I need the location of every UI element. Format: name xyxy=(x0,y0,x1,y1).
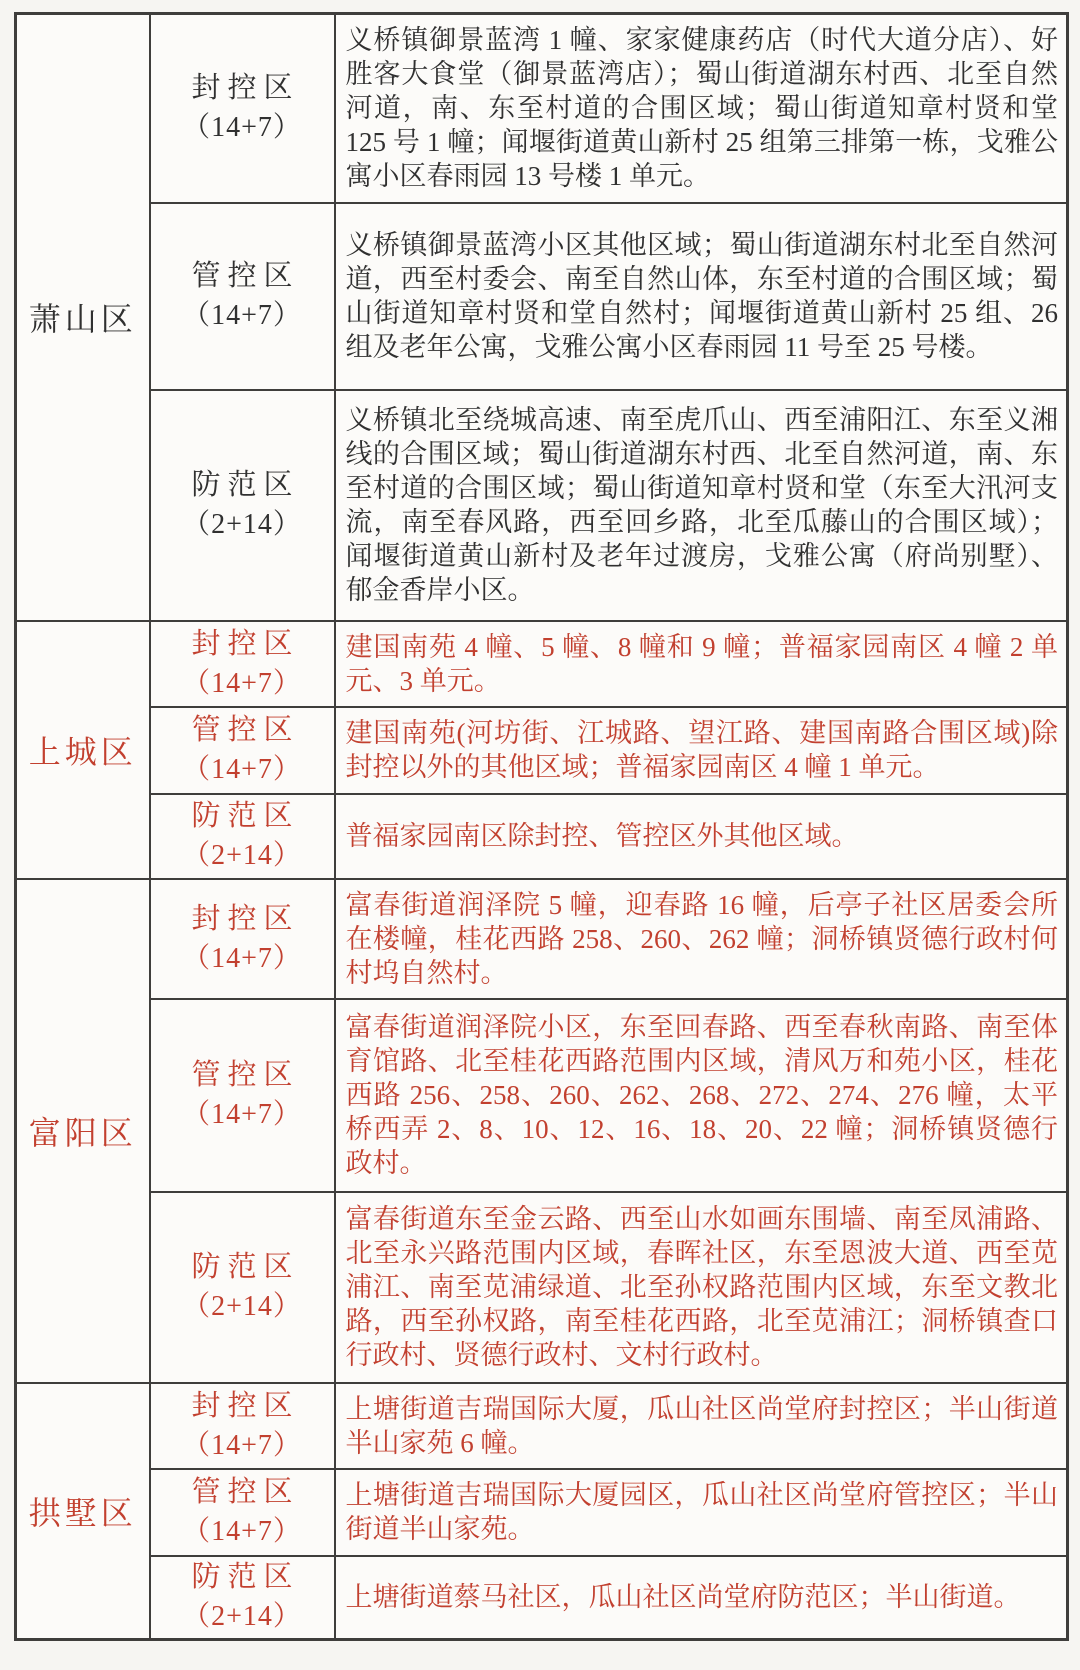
zone-type-label: 封控区 xyxy=(191,627,300,660)
table-row xyxy=(16,1469,1068,1556)
table-row xyxy=(16,794,1068,879)
zone-type-cell xyxy=(150,999,335,1192)
zone-period-label: （14+7） xyxy=(182,1429,302,1461)
zone-description-cell: 上塘街道吉瑞国际大厦，瓜山社区尚堂府封控区；半山街道半山家苑 6 幢。 xyxy=(335,1383,1068,1469)
zone-type-cell xyxy=(150,794,335,879)
table-row xyxy=(16,1383,1068,1469)
table-row xyxy=(16,390,1068,621)
zone-description-cell: 上塘街道蔡马社区，瓜山社区尚堂府防范区；半山街道。 xyxy=(335,1556,1068,1640)
zone-description-cell: 普福家园南区除封控、管控区外其他区域。 xyxy=(335,794,1068,879)
zone-type-label: 管控区 xyxy=(191,1059,300,1091)
zone-description-cell: 富春街道润泽院小区，东至回春路、西至春秋南路、南至体育馆路、北至桂花西路范围内区域，清风万和苑小区，桂花西路 256、258、260、262、268、272、274、276 幢，太平桥西弄 2、8、10、12、16、18、20、22 幢；洞桥镇贤德行政村。 xyxy=(335,999,1068,1192)
zone-period-label: （14+7） xyxy=(182,942,302,974)
zone-type-label: 封控区 xyxy=(191,1389,300,1422)
zone-type-cell xyxy=(150,707,335,794)
table-row xyxy=(16,879,1068,999)
control-zones-table xyxy=(14,12,1069,1641)
zone-description-cell: 富春街道润泽院 5 幢，迎春路 16 幢，后亭子社区居委会所在楼幢，桂花西路 258、260、262 幢；洞桥镇贤德行政村何村坞自然村。 xyxy=(335,879,1068,999)
zone-period-label: （14+7） xyxy=(182,667,302,699)
district-name-fuyang: 富阳区 xyxy=(16,879,150,1383)
zone-type-label: 防范区 xyxy=(191,1561,300,1594)
zone-type-label: 管控区 xyxy=(191,260,300,292)
zone-period-label: （14+7） xyxy=(182,112,302,144)
zone-type-label: 封控区 xyxy=(191,72,300,105)
zone-period-label: （2+14） xyxy=(182,840,302,871)
table-row xyxy=(16,621,1068,707)
zone-type-cell xyxy=(150,879,335,999)
zone-period-label: （2+14） xyxy=(182,1601,302,1633)
zone-type-label: 防范区 xyxy=(191,800,300,832)
table-row xyxy=(16,707,1068,794)
zone-description-cell: 富春街道东至金云路、西至山水如画东围墙、南至凤浦路、北至永兴路范围内区域，春晖社区，东至恩波大道、西至苋浦江、南至苋浦绿道、北至孙权路范围内区域，东至文教北路，西至孙权路，南至桂花西路，北至苋浦江；洞桥镇查口行政村、贤德行政村、文村行政村。 xyxy=(335,1192,1068,1383)
table-row xyxy=(16,1556,1068,1640)
table-row xyxy=(16,1192,1068,1383)
zone-description-cell: 建国南苑 4 幢、5 幢、8 幢和 9 幢；普福家园南区 4 幢 2 单元、3 单元。 xyxy=(335,621,1068,707)
district-name-xiaoshan: 萧山区 xyxy=(16,14,150,621)
zone-period-label: （14+7） xyxy=(182,1516,302,1547)
zone-type-cell xyxy=(150,1192,335,1383)
zone-type-cell xyxy=(150,1469,335,1556)
table-row xyxy=(16,203,1068,390)
zone-type-cell xyxy=(150,203,335,390)
zone-period-label: （14+7） xyxy=(182,754,302,785)
zone-type-label: 封控区 xyxy=(191,902,300,935)
district-name-gongshu: 拱墅区 xyxy=(16,1383,150,1640)
zone-type-cell xyxy=(150,390,335,621)
district-name-shangcheng: 上城区 xyxy=(16,621,150,879)
zone-description-cell: 上塘街道吉瑞国际大厦园区，瓜山社区尚堂府管控区；半山街道半山家苑。 xyxy=(335,1469,1068,1556)
zone-type-label: 防范区 xyxy=(191,469,300,501)
zone-type-cell xyxy=(150,621,335,707)
zone-type-label: 管控区 xyxy=(191,1476,300,1508)
zone-description-cell: 义桥镇御景蓝湾 1 幢、家家健康药店（时代大道分店）、好胜客大食堂（御景蓝湾店）；蜀山街道湖东村西、北至自然河道，南、东至村道的合围区域；蜀山街道知章村贤和堂 125 号 1 幢；闻堰街道黄山新村 25 组第三排第一栋，戈雅公寓小区春雨园 13 号楼 1 单元。 xyxy=(335,14,1068,203)
zone-period-label: （2+14） xyxy=(182,1291,302,1322)
zone-description-cell: 义桥镇北至绕城高速、南至虎爪山、西至浦阳江、东至义湘线的合围区域；蜀山街道湖东村西、北至自然河道，南、东至村道的合围区域；蜀山街道知章村贤和堂（东至大汛河支流，南至春风路，西至回乡路，北至瓜藤山的合围区域）；闻堰街道黄山新村及老年过渡房，戈雅公寓（府尚别墅）、郁金香岸小区。 xyxy=(335,390,1068,621)
zone-type-cell xyxy=(150,1383,335,1469)
zone-type-cell xyxy=(150,1556,335,1640)
zone-period-label: （14+7） xyxy=(182,300,302,331)
zone-description-cell: 义桥镇御景蓝湾小区其他区域；蜀山街道湖东村北至自然河道，西至村委会、南至自然山体，东至村道的合围区域；蜀山街道知章村贤和堂自然村；闻堰街道黄山新村 25 组、26 组及老年公寓，戈雅公寓小区春雨园 11 号至 25 号楼。 xyxy=(335,203,1068,390)
table-row xyxy=(16,14,1068,203)
zone-period-label: （14+7） xyxy=(182,1099,302,1130)
zone-type-label: 管控区 xyxy=(191,714,300,746)
zone-type-label: 防范区 xyxy=(191,1251,300,1283)
zone-description-cell: 建国南苑(河坊街、江城路、望江路、建国南路合围区域)除封控以外的其他区域；普福家园南区 4 幢 1 单元。 xyxy=(335,707,1068,794)
zone-type-cell xyxy=(150,14,335,203)
table-row xyxy=(16,999,1068,1192)
zone-period-label: （2+14） xyxy=(182,509,302,540)
